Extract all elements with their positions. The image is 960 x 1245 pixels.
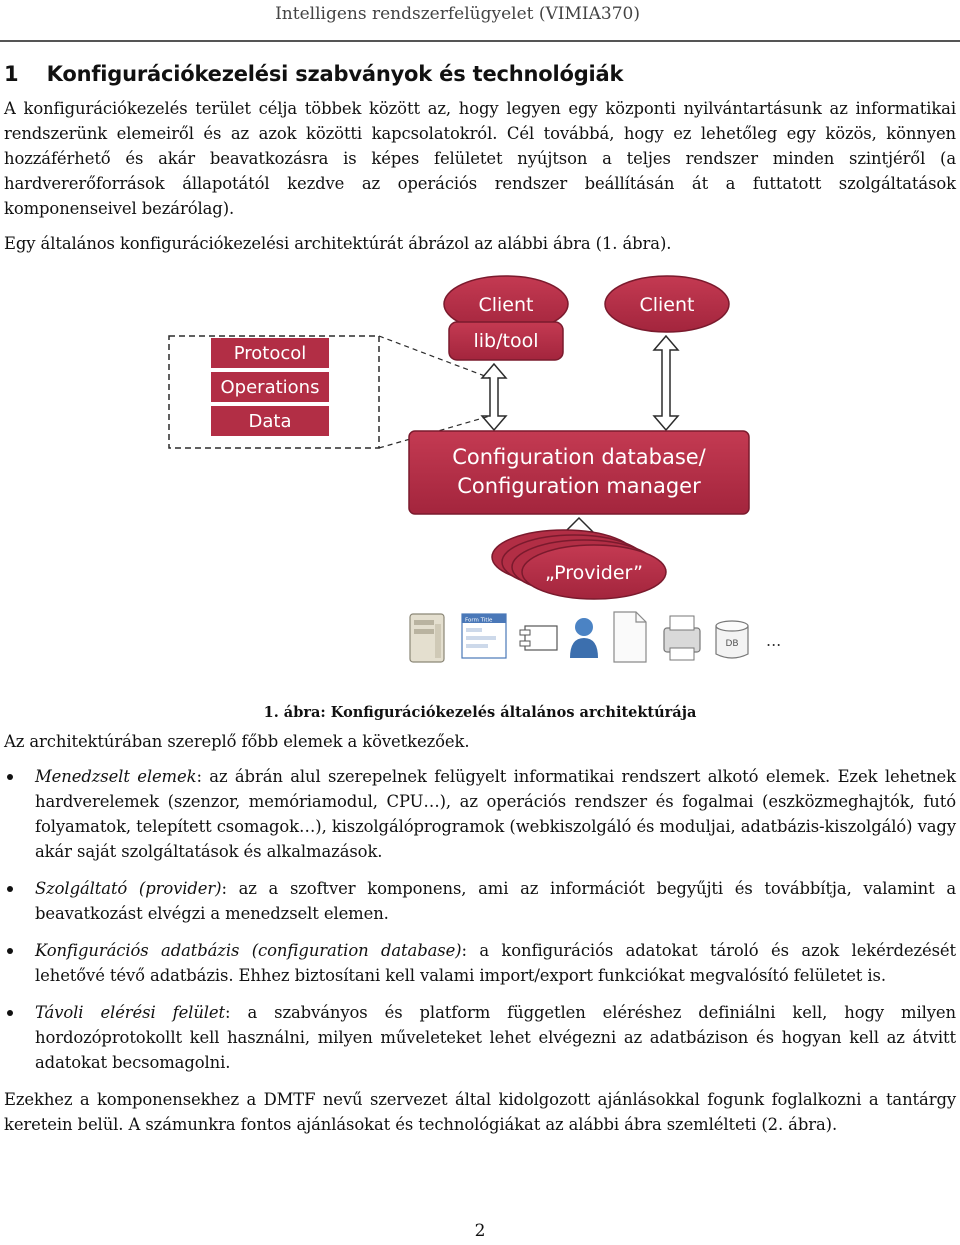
intro-paragraph: A konfigurációkezelés terület célja többek között az, hogy legyen egy központi nyilvántartásunk az informatikai rendszerünk elemeiről és az azok közötti kapcsolatokról. Cél továbbá, hogy ez lehetőleg egy közös, könnyen hozzáférhető és akár beavatkozásra is képes felületet nyújtson a teljes rendszer minden szintjéről (a hardvererőforrások állapotától kezdve az operációs rendszer beállításán át a futtatott szolgáltatások komponenseivel bezárólag). <box>4 99 956 218</box>
config-line1: Configuration database/ <box>452 445 706 469</box>
client-lib-tool <box>444 276 568 360</box>
document-icon <box>614 612 646 662</box>
architecture-diagram <box>4 274 956 694</box>
page-content <box>4 62 956 1147</box>
course-title: Intelligens rendszerfelügyelet (VIMIA370) <box>275 4 640 24</box>
page-number: 2 <box>474 1221 486 1241</box>
provider-label: „Provider” <box>544 562 644 584</box>
user-icon <box>570 618 598 658</box>
db-text: DB <box>725 639 739 649</box>
database-icon <box>716 621 748 658</box>
bullet-icon <box>7 1010 13 1016</box>
running-header <box>0 0 960 42</box>
section-title: Konfigurációkezelési szabványok és technológiák <box>46 62 624 86</box>
operations-label: Operations <box>220 377 320 398</box>
figure-caption: 1. ábra: Konfigurációkezelés általános architektúrája <box>263 704 697 721</box>
client-2 <box>605 276 729 332</box>
elements-list <box>4 764 956 1075</box>
bullet-icon <box>7 774 13 780</box>
form-window-icon <box>462 614 506 658</box>
architecture-figure <box>4 274 956 694</box>
configuration-database <box>409 431 749 514</box>
list-item-text: : az ábrán alul szerepelnek felügyelt informatikai rendszert alkotó elemek. Ezek lehetnek hardverelemek (szenzor, memóriamodul, CPU…), az operációs rendszer és fogalmai (eszközmeghajtók, futó folyamatok, telepített csomagok…), kiszolgálóprogramok (webkiszolgáló és moduljai, adatbázis-kiszolgáló) vagy akár saját szolgáltatások és alkalmazások. <box>35 767 956 861</box>
more-items-ellipsis: ... <box>766 631 782 650</box>
list-item <box>4 876 956 926</box>
component-icon <box>520 626 557 650</box>
data-label: Data <box>248 411 292 432</box>
figure-reference-paragraph: Egy általános konfigurációkezelési architektúrát ábrázol az alábbi ábra (1. ábra). <box>4 234 672 253</box>
bullet-icon <box>7 886 13 892</box>
list-item-term: Távoli elérési felület <box>35 1003 226 1022</box>
closing-paragraph: Ezekhez a komponensekhez a DMTF nevű szervezet által kidolgozott ajánlásokkal fogunk foglalkozni a tantárgy keretein belül. A számunkra fontos ajánlásokat és technológiákat az alábbi ábra szemlélteti (2. ábra). <box>4 1090 956 1134</box>
list-item <box>4 938 956 988</box>
printer-icon <box>664 616 700 660</box>
bullet-icon <box>7 948 13 954</box>
section-heading <box>4 62 956 86</box>
provider-stack <box>492 530 666 599</box>
list-item-term: Konfigurációs adatbázis (configuration database) <box>35 941 462 960</box>
section-number: 1 <box>4 62 19 86</box>
client2-label: Client <box>639 294 695 316</box>
list-item-text: : az a szoftver komponens, ami az információt begyűjti és továbbítja, valamint a beavatkozást elvégzi a menedzselt elemen. <box>35 879 957 923</box>
client1-sublabel: lib/tool <box>473 330 539 352</box>
list-item-text: : a konfigurációs adatokat tároló és azok lekérdezését lehetővé tévő adatbázis. Ehhez biztosítani kell valami import/export funkciókat megvalósító felületet is. <box>35 941 956 985</box>
config-line2: Configuration manager <box>457 474 701 498</box>
list-item-term: Menedzselt elemek <box>35 767 197 786</box>
list-item <box>4 764 956 864</box>
form-title-text: Form Title <box>465 617 493 624</box>
list-item-term: Szolgáltató (provider) <box>35 879 222 898</box>
list-item <box>4 1000 956 1075</box>
protocol-stack <box>169 336 379 448</box>
client1-label: Client <box>478 294 534 316</box>
elements-intro: Az architektúrában szereplő főbb elemek a következőek. <box>4 732 470 751</box>
list-item-text: : a szabványos és platform független eléréshez definiálni kell, hogy milyen hordozóprotokollt kell használni, milyen műveleteket lehet elvégezni az adatbázison és hogyan kell az átvitt adatokat becsomagolni. <box>35 1003 956 1072</box>
server-icon <box>410 614 444 662</box>
protocol-label: Protocol <box>233 343 307 364</box>
